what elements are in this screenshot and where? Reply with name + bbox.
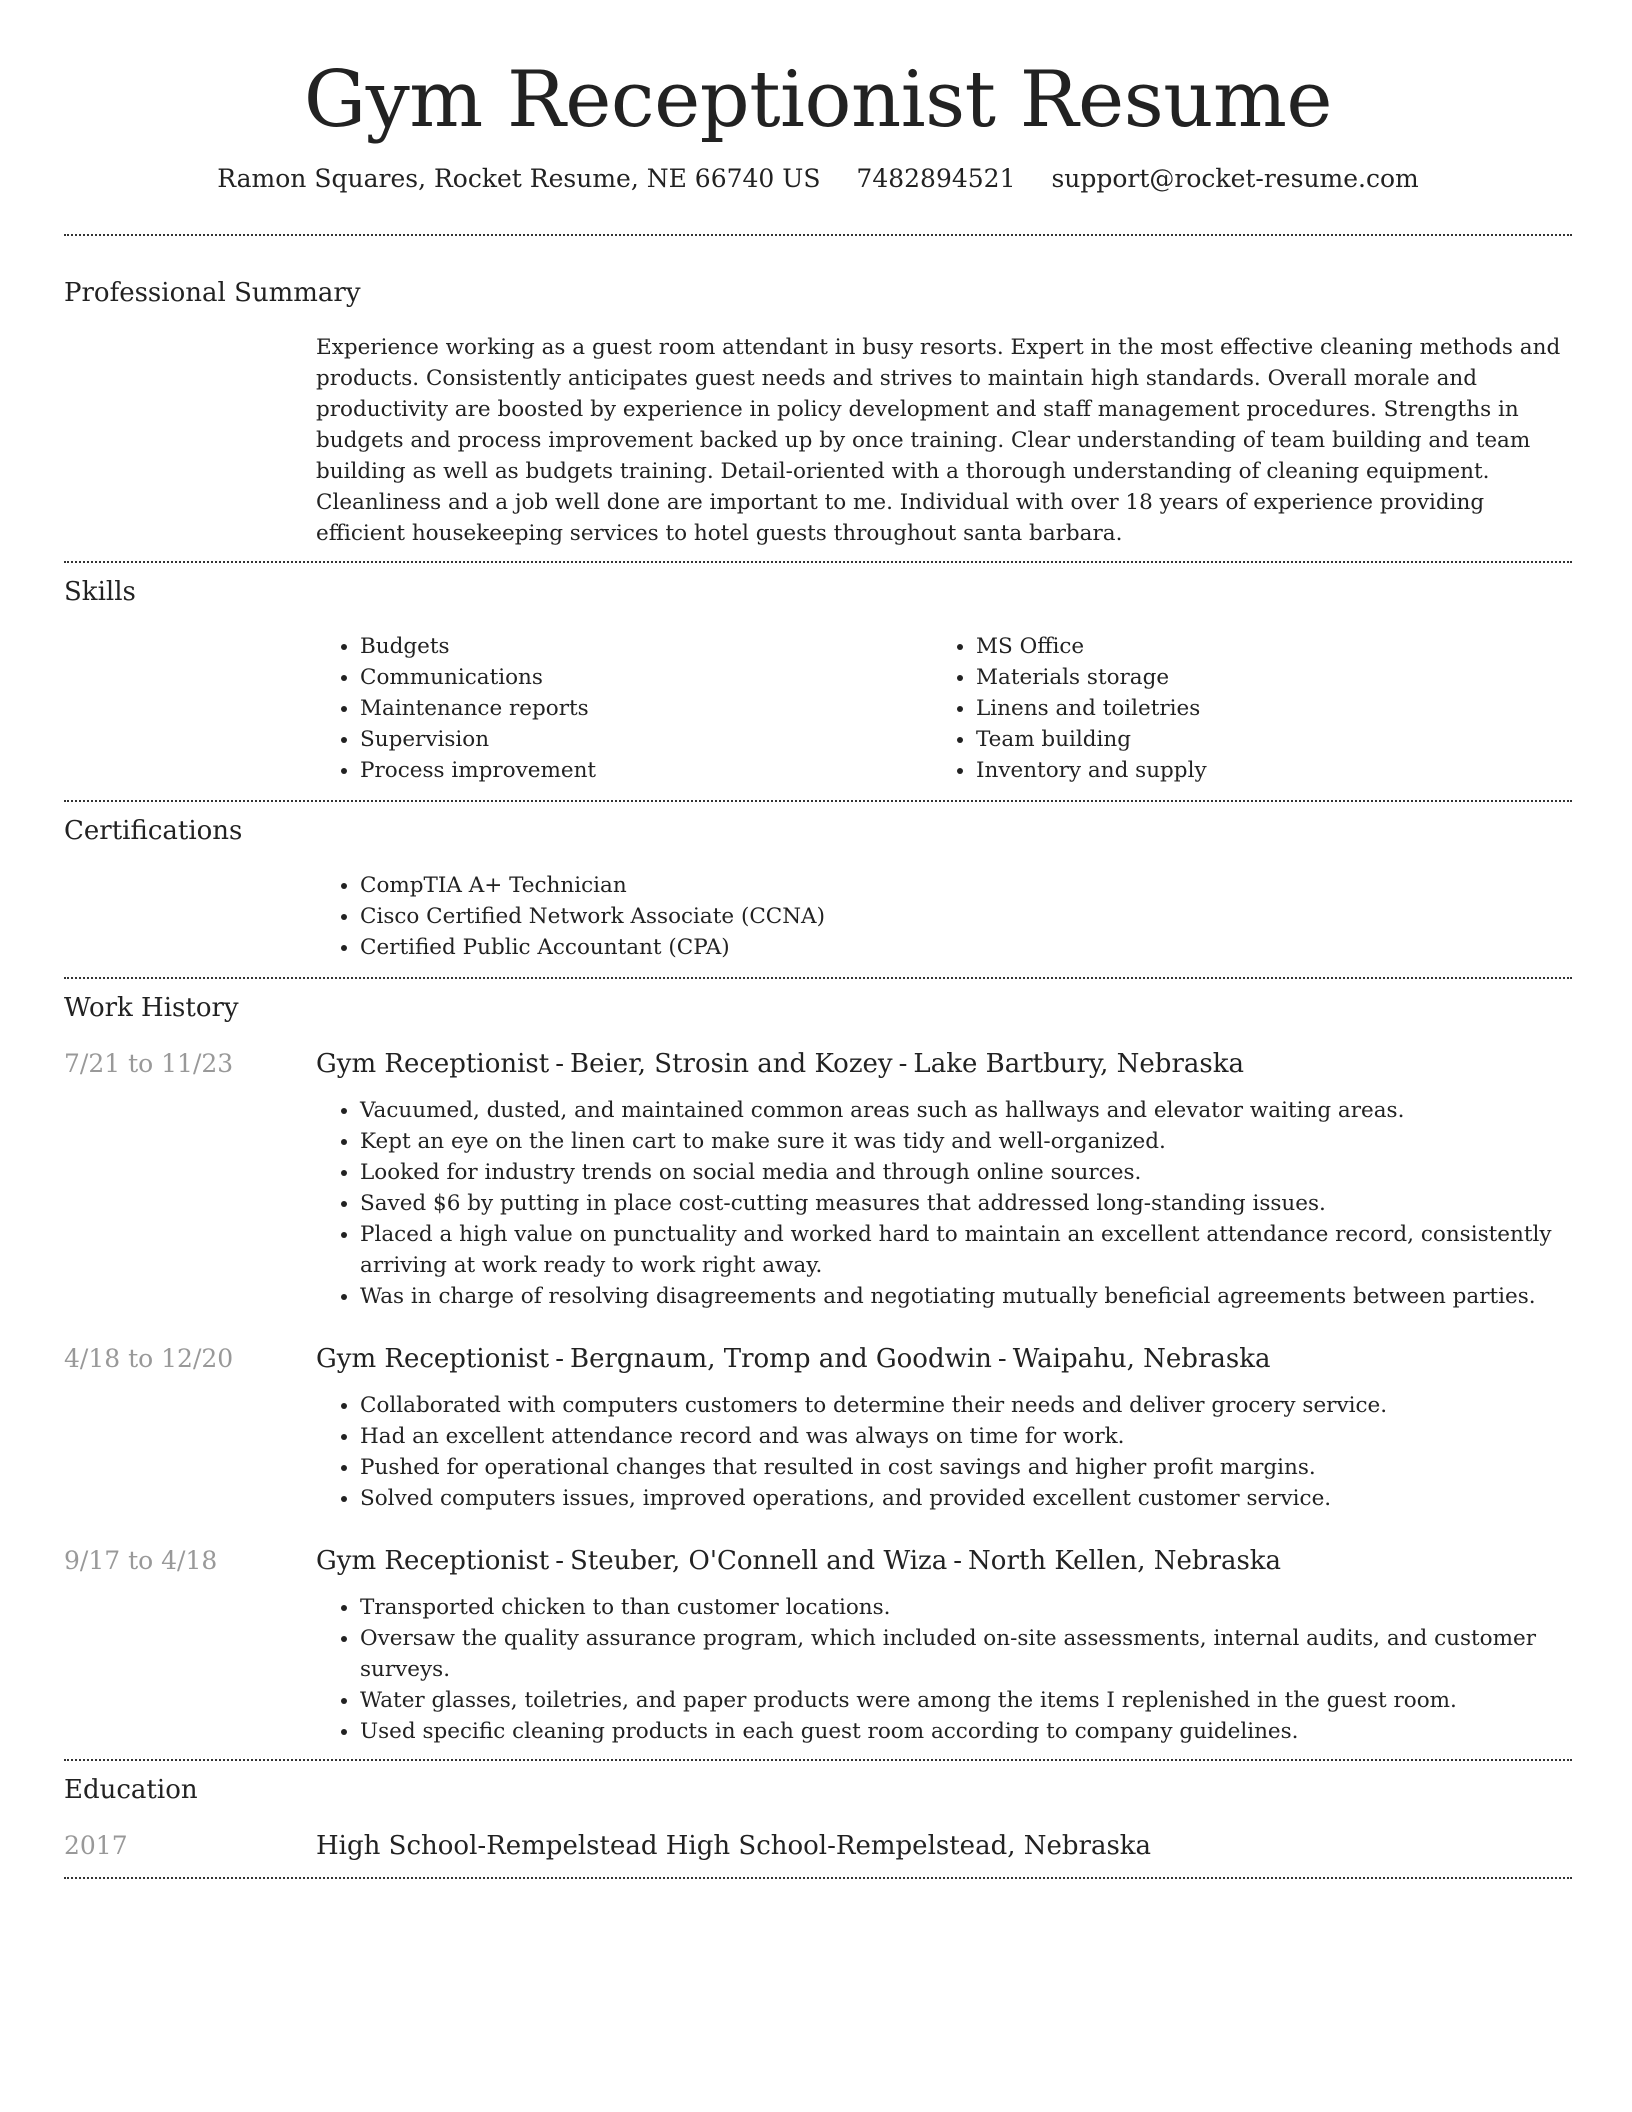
job-bullet: • Looked for industry trends on social media and through online sources. (360, 1157, 1572, 1188)
job-role: Gym Receptionist (316, 1546, 550, 1576)
education-heading-line (316, 1829, 1151, 1863)
contact-address: Ramon Squares, Rocket Resume, NE 66740 US (217, 164, 821, 193)
skill-item: • Maintenance reports (360, 693, 932, 724)
certifications-list (316, 870, 1572, 963)
job-heading (316, 1544, 1572, 1578)
job-heading (316, 1047, 1572, 1081)
summary-heading: Professional Summary (64, 278, 361, 308)
job-company: Beier, Strosin and Kozey (570, 1049, 893, 1079)
job-bullet: • Had an excellent attendance record and was always on time for work. (360, 1421, 1572, 1452)
job-bullet: • Collaborated with computers customers to determine their needs and deliver grocery service. (360, 1390, 1572, 1421)
contact-email: support@rocket-resume.com (1051, 164, 1419, 193)
job-entry (64, 1047, 1572, 1312)
work-history-heading: Work History (64, 993, 239, 1023)
separator: - (555, 1344, 564, 1374)
job-bullet: • Was in charge of resolving disagreements and negotiating mutually beneficial agreements between parties. (360, 1281, 1572, 1312)
summary-text: Experience working as a guest room attendant in busy resorts. Expert in the most effective cleaning methods and products. Consistently anticipates guest needs and strives to maintain high standards. Overall morale and productivity are boosted by experience in policy development and staff management procedures. Strengths in budgets and process improvement backed up by once training. Clear understanding of team building and team building as well as budgets training. Detail-oriented with a thorough understanding of cleaning equipment. Cleanliness and a job well done are important to me. Individual with over 18 years of experience providing efficient housekeeping services to hotel guests throughout santa barbara. (316, 335, 1561, 546)
education-heading: Education (64, 1775, 198, 1805)
education-section (64, 1761, 1572, 1877)
certifications-section (64, 802, 1572, 977)
skill-item: • Supervision (360, 724, 932, 755)
education-degree: High School (316, 1831, 478, 1861)
resume-title: Gym Receptionist Resume (303, 55, 1333, 145)
job-bullet: • Solved computers issues, improved operations, and provided excellent customer service. (360, 1483, 1572, 1514)
contact-phone: 7482894521 (856, 164, 1016, 193)
education-entry (64, 1829, 1572, 1877)
divider (64, 1877, 1572, 1879)
education-year: 2017 (64, 1831, 128, 1860)
education-location: Rempelstead, Nebraska (835, 1831, 1152, 1861)
job-bullet: • Vacuumed, dusted, and maintained common areas such as hallways and elevator waiting areas. (360, 1095, 1572, 1126)
education-school: Rempelstead High School (486, 1831, 828, 1861)
job-bullet: • Saved $6 by putting in place cost-cutting measures that addressed long-standing issues. (360, 1188, 1572, 1219)
job-bullets (316, 1390, 1572, 1514)
skills-section (64, 563, 1572, 800)
job-bullets (316, 1592, 1572, 1747)
job-company: Bergnaum, Tromp and Goodwin (570, 1344, 992, 1374)
job-dates: 4/18 to 12/20 (64, 1344, 234, 1373)
job-dates: 7/21 to 11/23 (64, 1049, 234, 1078)
separator: - (827, 1831, 836, 1861)
separator: - (555, 1049, 564, 1079)
certification-item: • Cisco Certified Network Associate (CCNA) (360, 901, 1572, 932)
job-bullet: • Transported chicken to than customer locations. (360, 1592, 1572, 1623)
skill-item: • MS Office (976, 631, 1548, 662)
certification-item: • CompTIA A+ Technician (360, 870, 1572, 901)
job-location: North Kellen, Nebraska (968, 1546, 1282, 1576)
job-bullet: • Placed a high value on punctuality and worked hard to maintain an excellent attendance record, consistently arriving at work ready to work right away. (360, 1219, 1572, 1281)
separator: - (898, 1049, 908, 1079)
job-location: Lake Bartbury, Nebraska (913, 1049, 1244, 1079)
skills-list-right (932, 631, 1548, 786)
separator: - (555, 1546, 564, 1576)
skill-item: • Communications (360, 662, 932, 693)
skills-heading: Skills (64, 577, 136, 607)
certification-item: • Certified Public Accountant (CPA) (360, 932, 1572, 963)
skill-item: • Linens and toiletries (976, 693, 1548, 724)
job-bullet: • Water glasses, toiletries, and paper products were among the items I replenished in the guest room. (360, 1685, 1572, 1716)
certifications-heading: Certifications (64, 816, 243, 846)
summary-section (64, 236, 1572, 549)
skills-list-left (316, 631, 932, 786)
skill-item: • Process improvement (360, 755, 932, 786)
job-bullet: • Oversaw the quality assurance program, which included on-site assessments, internal audits, and customer surveys. (360, 1623, 1572, 1685)
job-heading (316, 1342, 1572, 1376)
job-location: Waipahu, Nebraska (1012, 1344, 1271, 1374)
skill-item: • Team building (976, 724, 1548, 755)
job-company: Steuber, O'Connell and Wiza (570, 1546, 948, 1576)
job-role: Gym Receptionist (316, 1049, 550, 1079)
job-bullet: • Pushed for operational changes that resulted in cost savings and higher profit margins. (360, 1452, 1572, 1483)
job-role: Gym Receptionist (316, 1344, 550, 1374)
skill-item: • Materials storage (976, 662, 1548, 693)
job-entry (64, 1342, 1572, 1514)
job-bullet: • Used specific cleaning products in each guest room according to company guidelines. (360, 1716, 1572, 1747)
job-bullets (316, 1095, 1572, 1312)
separator: - (953, 1546, 963, 1576)
contact-line (64, 162, 1572, 196)
resume-page (64, 0, 1572, 1879)
skill-item: • Budgets (360, 631, 932, 662)
job-bullet: • Kept an eye on the linen cart to make sure it was tidy and well-organized. (360, 1126, 1572, 1157)
skill-item: • Inventory and supply (976, 755, 1548, 786)
skills-grid (316, 631, 1572, 800)
work-history-section (64, 979, 1572, 1747)
job-dates: 9/17 to 4/18 (64, 1546, 218, 1575)
separator: - (997, 1344, 1007, 1374)
separator: - (477, 1831, 487, 1861)
job-entry (64, 1544, 1572, 1747)
